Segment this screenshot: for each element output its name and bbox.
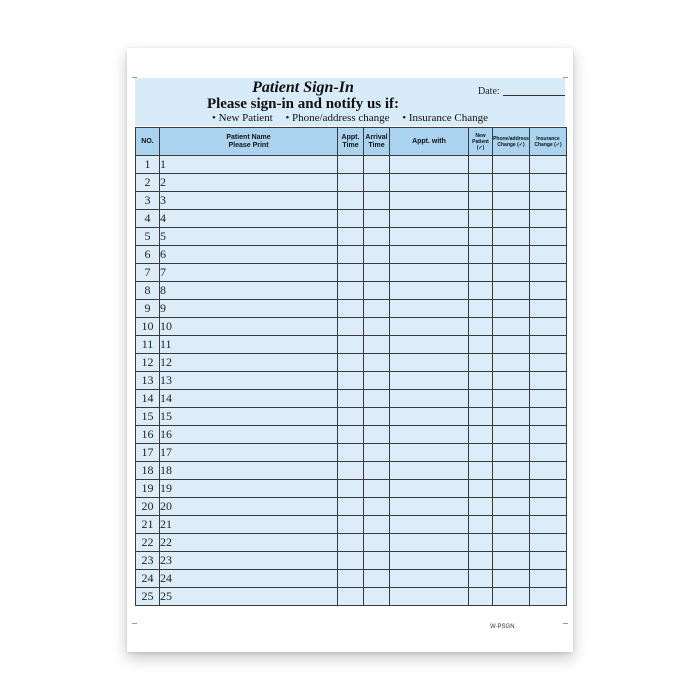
phone-address-change-cell[interactable] <box>493 336 530 354</box>
arrival-time-cell[interactable] <box>364 480 390 498</box>
insurance-change-cell[interactable] <box>530 462 567 480</box>
phone-address-change-cell[interactable] <box>493 498 530 516</box>
insurance-change-cell[interactable] <box>530 192 567 210</box>
table-row <box>136 318 567 336</box>
new-patient-cell[interactable] <box>469 192 493 210</box>
arrival-time-cell[interactable] <box>364 498 390 516</box>
new-patient-cell[interactable] <box>469 246 493 264</box>
appt-time-cell[interactable] <box>338 354 364 372</box>
appt-with-cell[interactable] <box>390 246 469 264</box>
arrival-time-cell[interactable] <box>364 192 390 210</box>
new-patient-cell[interactable] <box>469 480 493 498</box>
phone-address-change-cell[interactable] <box>493 192 530 210</box>
row-number: 11 <box>136 336 160 354</box>
phone-address-change-cell[interactable] <box>493 390 530 408</box>
new-patient-cell[interactable] <box>469 552 493 570</box>
row-number: 24 <box>136 570 160 588</box>
col-header-patient-name: Patient Name Please Print <box>160 128 338 156</box>
appt-with-cell[interactable] <box>390 354 469 372</box>
insurance-change-cell[interactable] <box>530 246 567 264</box>
appt-with-cell[interactable] <box>390 444 469 462</box>
arrival-time-cell[interactable] <box>364 336 390 354</box>
new-patient-cell[interactable] <box>469 264 493 282</box>
table-row <box>136 228 567 246</box>
table-row <box>136 498 567 516</box>
table-row <box>136 336 567 354</box>
arrival-time-cell[interactable] <box>364 264 390 282</box>
arrival-time-cell[interactable] <box>364 390 390 408</box>
form-code: W-PSGN <box>490 624 515 630</box>
phone-address-change-cell[interactable] <box>493 570 530 588</box>
phone-address-change-cell[interactable] <box>493 228 530 246</box>
appt-with-cell[interactable] <box>390 588 469 606</box>
row-number: 10 <box>136 318 160 336</box>
row-number: 2 <box>136 174 160 192</box>
new-patient-cell[interactable] <box>469 408 493 426</box>
appt-time-cell[interactable] <box>338 264 364 282</box>
appt-with-cell[interactable] <box>390 192 469 210</box>
arrival-time-cell[interactable] <box>364 516 390 534</box>
phone-address-change-cell[interactable] <box>493 246 530 264</box>
date-field[interactable] <box>503 95 565 96</box>
patient-name-cell[interactable]: 21 <box>160 516 338 534</box>
arrival-time-cell[interactable] <box>364 300 390 318</box>
row-number: 5 <box>136 228 160 246</box>
row-number: 19 <box>136 480 160 498</box>
appt-with-cell[interactable] <box>390 264 469 282</box>
patient-name-cell[interactable]: 22 <box>160 534 338 552</box>
appt-time-cell[interactable] <box>338 534 364 552</box>
patient-name-cell[interactable]: 7 <box>160 264 338 282</box>
appt-time-cell[interactable] <box>338 390 364 408</box>
col-header-no: NO. <box>136 128 160 156</box>
appt-time-cell[interactable] <box>338 174 364 192</box>
col-header-insurance-change: Insurance Change (✓) <box>530 128 567 156</box>
patient-name-cell[interactable]: 19 <box>160 480 338 498</box>
phone-address-change-cell[interactable] <box>493 516 530 534</box>
appt-time-cell[interactable] <box>338 516 364 534</box>
col-header-new-patient: New Patient (✓) <box>469 128 493 156</box>
col-header-arrival-time: Arrival Time <box>364 128 390 156</box>
arrival-time-cell[interactable] <box>364 534 390 552</box>
arrival-time-cell[interactable] <box>364 444 390 462</box>
appt-with-cell[interactable] <box>390 426 469 444</box>
insurance-change-cell[interactable] <box>530 156 567 174</box>
table-row <box>136 462 567 480</box>
phone-address-change-cell[interactable] <box>493 552 530 570</box>
table-row <box>136 534 567 552</box>
insurance-change-cell[interactable] <box>530 264 567 282</box>
new-patient-cell[interactable] <box>469 318 493 336</box>
appt-with-cell[interactable] <box>390 462 469 480</box>
row-number: 16 <box>136 426 160 444</box>
appt-time-cell[interactable] <box>338 156 364 174</box>
phone-address-change-cell[interactable] <box>493 372 530 390</box>
sign-in-form-page <box>127 48 573 652</box>
table-row <box>136 588 567 606</box>
patient-name-cell[interactable]: 15 <box>160 408 338 426</box>
appt-with-cell[interactable] <box>390 300 469 318</box>
new-patient-cell[interactable] <box>469 174 493 192</box>
patient-name-cell[interactable]: 1 <box>160 156 338 174</box>
arrival-time-cell[interactable] <box>364 228 390 246</box>
insurance-change-cell[interactable] <box>530 588 567 606</box>
insurance-change-cell[interactable] <box>530 552 567 570</box>
row-number: 3 <box>136 192 160 210</box>
patient-name-cell[interactable]: 14 <box>160 390 338 408</box>
table-row <box>136 282 567 300</box>
insurance-change-cell[interactable] <box>530 372 567 390</box>
table-row <box>136 390 567 408</box>
row-number: 17 <box>136 444 160 462</box>
phone-address-change-cell[interactable] <box>493 282 530 300</box>
row-number: 6 <box>136 246 160 264</box>
appt-time-cell[interactable] <box>338 498 364 516</box>
row-number: 12 <box>136 354 160 372</box>
form-header <box>135 78 565 126</box>
arrival-time-cell[interactable] <box>364 354 390 372</box>
table-row <box>136 444 567 462</box>
table-row <box>136 246 567 264</box>
phone-address-change-cell[interactable] <box>493 264 530 282</box>
new-patient-cell[interactable] <box>469 210 493 228</box>
appt-time-cell[interactable] <box>338 336 364 354</box>
appt-time-cell[interactable] <box>338 282 364 300</box>
new-patient-cell[interactable] <box>469 498 493 516</box>
phone-address-change-cell[interactable] <box>493 588 530 606</box>
arrival-time-cell[interactable] <box>364 156 390 174</box>
appt-with-cell[interactable] <box>390 408 469 426</box>
insurance-change-cell[interactable] <box>530 354 567 372</box>
patient-name-cell[interactable]: 10 <box>160 318 338 336</box>
row-number: 20 <box>136 498 160 516</box>
appt-with-cell[interactable] <box>390 534 469 552</box>
new-patient-cell[interactable] <box>469 570 493 588</box>
col-header-appt-time: Appt. Time <box>338 128 364 156</box>
insurance-change-cell[interactable] <box>530 498 567 516</box>
insurance-change-cell[interactable] <box>530 444 567 462</box>
patient-name-cell[interactable]: 20 <box>160 498 338 516</box>
new-patient-cell[interactable] <box>469 390 493 408</box>
phone-address-change-cell[interactable] <box>493 426 530 444</box>
table-row <box>136 408 567 426</box>
row-number: 9 <box>136 300 160 318</box>
phone-address-change-cell[interactable] <box>493 444 530 462</box>
insurance-change-cell[interactable] <box>530 300 567 318</box>
row-number: 15 <box>136 408 160 426</box>
phone-address-change-cell[interactable] <box>493 174 530 192</box>
appt-with-cell[interactable] <box>390 516 469 534</box>
patient-name-cell[interactable]: 12 <box>160 354 338 372</box>
table-row <box>136 264 567 282</box>
insurance-change-cell[interactable] <box>530 480 567 498</box>
appt-with-cell[interactable] <box>390 336 469 354</box>
notify-list <box>135 112 565 124</box>
row-number: 21 <box>136 516 160 534</box>
registration-mark <box>563 623 568 624</box>
col-header-phone-address-change: Phone/address Change (✓) <box>493 128 530 156</box>
patient-name-cell[interactable]: 11 <box>160 336 338 354</box>
insurance-change-cell[interactable] <box>530 516 567 534</box>
appt-with-cell[interactable] <box>390 498 469 516</box>
table-row <box>136 426 567 444</box>
arrival-time-cell[interactable] <box>364 570 390 588</box>
new-patient-cell[interactable] <box>469 228 493 246</box>
patient-name-cell[interactable]: 24 <box>160 570 338 588</box>
row-number: 18 <box>136 462 160 480</box>
arrival-time-cell[interactable] <box>364 246 390 264</box>
insurance-change-cell[interactable] <box>530 426 567 444</box>
arrival-time-cell[interactable] <box>364 318 390 336</box>
appt-time-cell[interactable] <box>338 462 364 480</box>
table-row <box>136 372 567 390</box>
appt-with-cell[interactable] <box>390 228 469 246</box>
table-row <box>136 210 567 228</box>
notify-item-phone-address: • Phone/address change <box>285 112 390 124</box>
appt-with-cell[interactable] <box>390 318 469 336</box>
appt-with-cell[interactable] <box>390 156 469 174</box>
appt-time-cell[interactable] <box>338 552 364 570</box>
appt-time-cell[interactable] <box>338 426 364 444</box>
new-patient-cell[interactable] <box>469 426 493 444</box>
new-patient-cell[interactable] <box>469 462 493 480</box>
arrival-time-cell[interactable] <box>364 408 390 426</box>
table-row <box>136 192 567 210</box>
new-patient-cell[interactable] <box>469 282 493 300</box>
appt-with-cell[interactable] <box>390 390 469 408</box>
table-row <box>136 552 567 570</box>
insurance-change-cell[interactable] <box>530 390 567 408</box>
new-patient-cell[interactable] <box>469 444 493 462</box>
row-number: 25 <box>136 588 160 606</box>
phone-address-change-cell[interactable] <box>493 318 530 336</box>
insurance-change-cell[interactable] <box>530 282 567 300</box>
patient-name-cell[interactable]: 13 <box>160 372 338 390</box>
table-header-row <box>136 128 567 156</box>
appt-time-cell[interactable] <box>338 480 364 498</box>
patient-name-cell[interactable]: 17 <box>160 444 338 462</box>
insurance-change-cell[interactable] <box>530 228 567 246</box>
new-patient-cell[interactable] <box>469 336 493 354</box>
patient-name-cell[interactable]: 4 <box>160 210 338 228</box>
row-number: 8 <box>136 282 160 300</box>
appt-with-cell[interactable] <box>390 372 469 390</box>
table-row <box>136 354 567 372</box>
appt-time-cell[interactable] <box>338 246 364 264</box>
appt-time-cell[interactable] <box>338 588 364 606</box>
phone-address-change-cell[interactable] <box>493 210 530 228</box>
row-number: 1 <box>136 156 160 174</box>
date-label: Date: <box>478 86 500 97</box>
notify-item-insurance: • Insurance Change <box>402 112 488 124</box>
insurance-change-cell[interactable] <box>530 336 567 354</box>
appt-time-cell[interactable] <box>338 300 364 318</box>
new-patient-cell[interactable] <box>469 534 493 552</box>
appt-time-cell[interactable] <box>338 444 364 462</box>
table-row <box>136 156 567 174</box>
patient-name-cell[interactable]: 3 <box>160 192 338 210</box>
phone-address-change-cell[interactable] <box>493 300 530 318</box>
insurance-change-cell[interactable] <box>530 408 567 426</box>
form-title: Patient Sign-In <box>252 79 354 96</box>
new-patient-cell[interactable] <box>469 300 493 318</box>
appt-with-cell[interactable] <box>390 552 469 570</box>
new-patient-cell[interactable] <box>469 516 493 534</box>
insurance-change-cell[interactable] <box>530 174 567 192</box>
insurance-change-cell[interactable] <box>530 534 567 552</box>
patient-name-cell[interactable]: 25 <box>160 588 338 606</box>
arrival-time-cell[interactable] <box>364 210 390 228</box>
appt-with-cell[interactable] <box>390 282 469 300</box>
row-number: 7 <box>136 264 160 282</box>
notify-item-new-patient: • New Patient <box>212 112 273 124</box>
phone-address-change-cell[interactable] <box>493 462 530 480</box>
arrival-time-cell[interactable] <box>364 462 390 480</box>
col-header-appt-with: Appt. with <box>390 128 469 156</box>
appt-time-cell[interactable] <box>338 210 364 228</box>
phone-address-change-cell[interactable] <box>493 480 530 498</box>
arrival-time-cell[interactable] <box>364 372 390 390</box>
row-number: 4 <box>136 210 160 228</box>
patient-name-cell[interactable]: 5 <box>160 228 338 246</box>
arrival-time-cell[interactable] <box>364 588 390 606</box>
sign-in-table <box>135 127 567 606</box>
row-number: 22 <box>136 534 160 552</box>
appt-time-cell[interactable] <box>338 372 364 390</box>
appt-with-cell[interactable] <box>390 480 469 498</box>
new-patient-cell[interactable] <box>469 156 493 174</box>
row-number: 14 <box>136 390 160 408</box>
phone-address-change-cell[interactable] <box>493 408 530 426</box>
row-number: 13 <box>136 372 160 390</box>
arrival-time-cell[interactable] <box>364 282 390 300</box>
table-row <box>136 516 567 534</box>
arrival-time-cell[interactable] <box>364 174 390 192</box>
insurance-change-cell[interactable] <box>530 318 567 336</box>
appt-with-cell[interactable] <box>390 570 469 588</box>
phone-address-change-cell[interactable] <box>493 354 530 372</box>
appt-time-cell[interactable] <box>338 318 364 336</box>
appt-time-cell[interactable] <box>338 228 364 246</box>
table-row <box>136 300 567 318</box>
phone-address-change-cell[interactable] <box>493 156 530 174</box>
appt-time-cell[interactable] <box>338 192 364 210</box>
patient-name-cell[interactable]: 6 <box>160 246 338 264</box>
table-row <box>136 570 567 588</box>
patient-name-cell[interactable]: 8 <box>160 282 338 300</box>
new-patient-cell[interactable] <box>469 372 493 390</box>
phone-address-change-cell[interactable] <box>493 534 530 552</box>
appt-with-cell[interactable] <box>390 210 469 228</box>
patient-name-cell[interactable]: 9 <box>160 300 338 318</box>
new-patient-cell[interactable] <box>469 588 493 606</box>
patient-name-cell[interactable]: 23 <box>160 552 338 570</box>
arrival-time-cell[interactable] <box>364 552 390 570</box>
registration-mark <box>132 623 137 624</box>
insurance-change-cell[interactable] <box>530 570 567 588</box>
arrival-time-cell[interactable] <box>364 426 390 444</box>
appt-time-cell[interactable] <box>338 408 364 426</box>
appt-with-cell[interactable] <box>390 174 469 192</box>
table-row <box>136 480 567 498</box>
patient-name-cell[interactable]: 2 <box>160 174 338 192</box>
patient-name-cell[interactable]: 16 <box>160 426 338 444</box>
table-row <box>136 174 567 192</box>
patient-name-cell[interactable]: 18 <box>160 462 338 480</box>
form-subtitle: Please sign-in and notify us if: <box>206 96 400 112</box>
insurance-change-cell[interactable] <box>530 210 567 228</box>
row-number: 23 <box>136 552 160 570</box>
new-patient-cell[interactable] <box>469 354 493 372</box>
appt-time-cell[interactable] <box>338 570 364 588</box>
